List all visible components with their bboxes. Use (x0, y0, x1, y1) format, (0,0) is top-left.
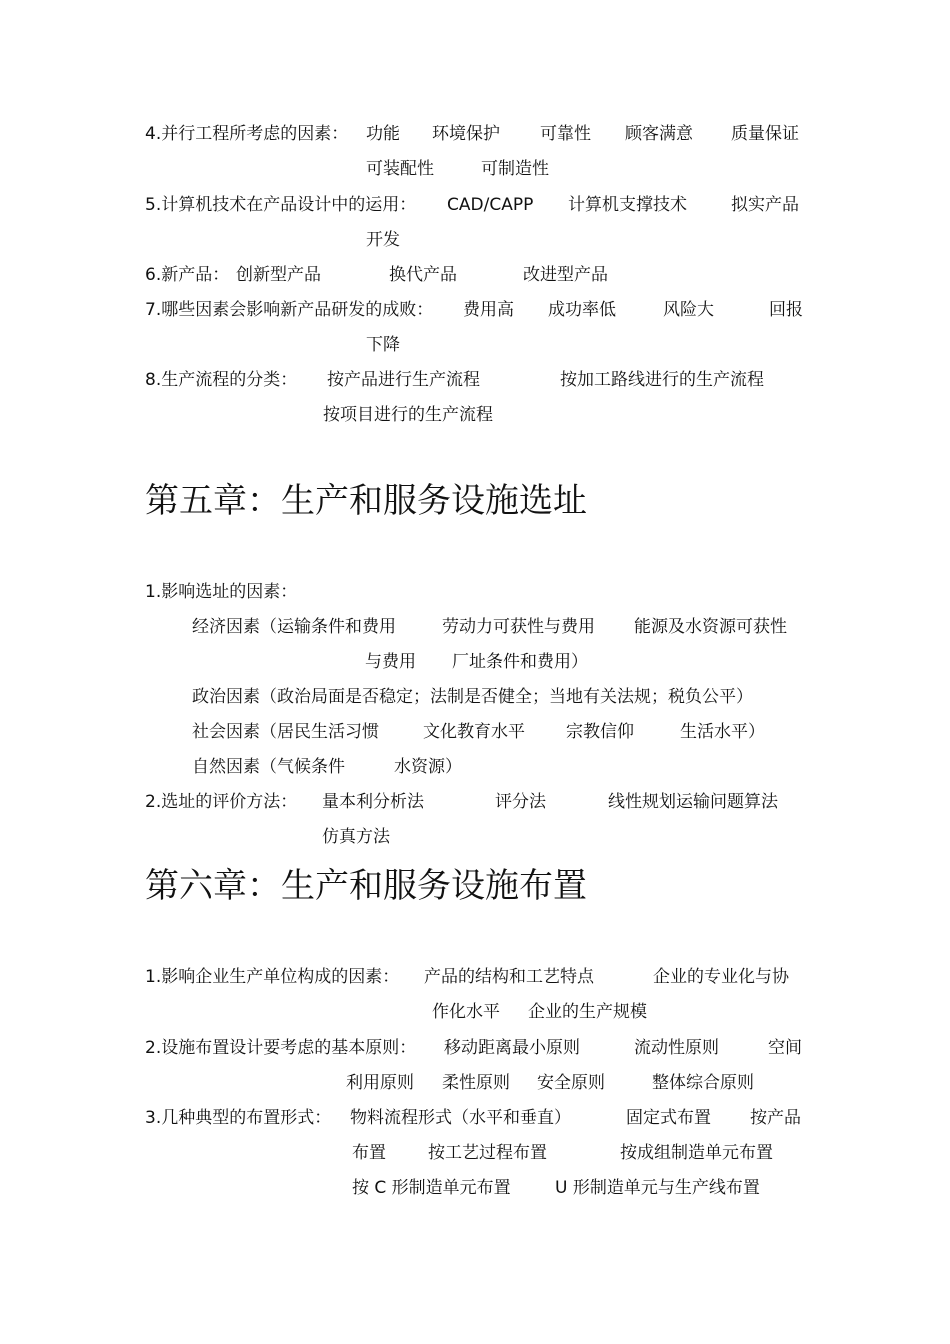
ch5-economic-factor: 经济因素（运输条件和费用 (192, 617, 396, 637)
ch5-social-factor: 文化教育水平 (423, 722, 525, 742)
ch5-natural-factor: 自然因素（气候条件 (192, 757, 345, 777)
ch6-q1-value: 企业的专业化与协 (653, 967, 789, 987)
ch6-q3-value: 按成组制造单元布置 (620, 1143, 773, 1163)
item-4-value: 质量保证 (731, 124, 799, 144)
item-8-label: 8.生产流程的分类： (145, 370, 298, 390)
item-5-value: 拟实产品 (731, 195, 799, 215)
item-7-value: 风险大 (663, 300, 714, 320)
ch5-q2-value: 量本利分析法 (322, 792, 424, 812)
ch5-social-factor: 宗教信仰 (566, 722, 634, 742)
ch5-social-factor: 社会因素（居民生活习惯 (192, 722, 379, 742)
ch5-q2-value: 线性规划运输问题算法 (608, 792, 778, 812)
item-7-value: 下降 (366, 335, 400, 355)
item-4-value: 可制造性 (481, 159, 549, 179)
ch6-q2-label: 2.设施布置设计要考虑的基本原则： (145, 1038, 417, 1058)
item-6-label: 6.新产品： (145, 265, 230, 285)
ch5-q2-value: 仿真方法 (322, 827, 390, 847)
ch6-q3-value: 按产品 (750, 1108, 801, 1128)
ch5-economic-factor: 与费用 (365, 652, 416, 672)
ch6-q2-value: 移动距离最小原则 (444, 1038, 580, 1058)
item-4-value: 环境保护 (432, 124, 500, 144)
item-4-value: 可装配性 (366, 159, 434, 179)
item-4-value: 可靠性 (540, 124, 591, 144)
item-5-label: 5.计算机技术在产品设计中的运用： (145, 195, 417, 215)
item-7-value: 回报 (769, 300, 803, 320)
ch5-q2-label: 2.选址的评价方法： (145, 792, 298, 812)
ch6-q1-label: 1.影响企业生产单位构成的因素： (145, 967, 400, 987)
item-6-value: 改进型产品 (523, 265, 608, 285)
ch5-economic-factor: 劳动力可获性与费用 (442, 617, 595, 637)
ch6-q2-value: 柔性原则 (442, 1073, 510, 1093)
ch6-q1-value: 产品的结构和工艺特点 (424, 967, 594, 987)
ch6-q3-value: 固定式布置 (626, 1108, 711, 1128)
item-5-value: 开发 (366, 230, 400, 250)
chapter-6-heading: 第六章：生产和服务设施布置 (145, 866, 587, 906)
item-4-label: 4.并行工程所考虑的因素： (145, 124, 349, 144)
ch5-q2-value: 评分法 (495, 792, 546, 812)
item-8-value: 按项目进行的生产流程 (323, 405, 493, 425)
ch6-q2-value: 整体综合原则 (652, 1073, 754, 1093)
ch6-q1-value: 企业的生产规模 (528, 1002, 647, 1022)
ch6-q3-value: 按工艺过程布置 (428, 1143, 547, 1163)
item-4-value: 顾客满意 (625, 124, 693, 144)
ch6-q3-value: U 形制造单元与生产线布置 (555, 1178, 760, 1198)
ch6-q2-value: 空间 (768, 1038, 802, 1058)
item-6-value: 创新型产品 (236, 265, 321, 285)
ch6-q1-value: 作化水平 (432, 1002, 500, 1022)
item-7-label: 7.哪些因素会影响新产品研发的成败： (145, 300, 434, 320)
ch6-q3-value: 按 C 形制造单元布置 (352, 1178, 511, 1198)
item-6-value: 换代产品 (389, 265, 457, 285)
ch5-economic-factor: 厂址条件和费用） (452, 652, 588, 672)
item-5-value: CAD/CAPP (447, 195, 534, 215)
ch5-natural-factor: 水资源） (394, 757, 462, 777)
item-8-value: 按产品进行生产流程 (327, 370, 480, 390)
item-5-value: 计算机支撑技术 (568, 195, 687, 215)
ch6-q3-label: 3.几种典型的布置形式： (145, 1108, 332, 1128)
item-8-value: 按加工路线进行的生产流程 (560, 370, 764, 390)
ch5-q1-label: 1.影响选址的因素： (145, 582, 298, 602)
ch5-political-factor: 政治因素（政治局面是否稳定；法制是否健全；当地有关法规；税负公平） (192, 687, 753, 707)
ch6-q3-value: 布置 (352, 1143, 386, 1163)
item-4-value: 功能 (366, 124, 400, 144)
chapter-5-heading: 第五章：生产和服务设施选址 (145, 481, 587, 521)
item-7-value: 成功率低 (548, 300, 616, 320)
ch6-q2-value: 利用原则 (346, 1073, 414, 1093)
ch6-q2-value: 安全原则 (537, 1073, 605, 1093)
ch5-social-factor: 生活水平） (680, 722, 765, 742)
ch6-q3-value: 物料流程形式（水平和垂直） (350, 1108, 571, 1128)
item-7-value: 费用高 (463, 300, 514, 320)
ch5-economic-factor: 能源及水资源可获性 (634, 617, 787, 637)
ch6-q2-value: 流动性原则 (634, 1038, 719, 1058)
